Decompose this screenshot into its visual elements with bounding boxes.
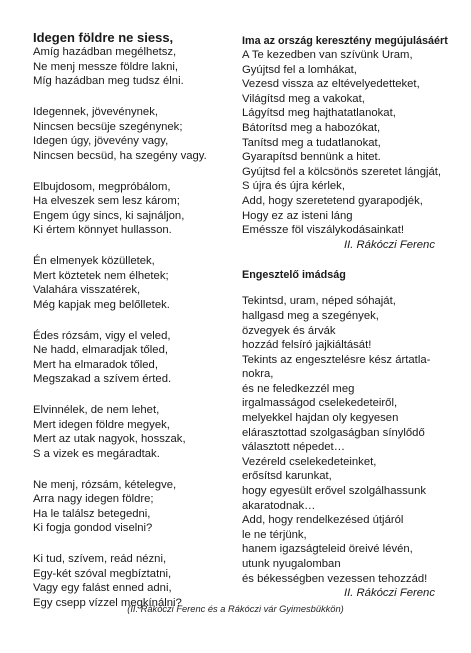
poem-line: Gyarapítsd bennünk a hitet. — [242, 151, 381, 164]
poem-line: Valahára visszatérek, — [33, 284, 141, 296]
poem-line: Ki tud, szívem, reád nézni, — [33, 553, 167, 565]
poem-line: Nincsen becsüd, ha szegény vagy. — [33, 149, 207, 162]
poem-line: hanem igazságteleid öreivé lévén, — [242, 543, 413, 556]
left-poem-title: Idegen földre ne siess, — [33, 30, 174, 45]
poem-line: S a vizek es megáradtak. — [33, 447, 160, 460]
stanza-3 — [33, 180, 233, 238]
footer-caption: (II. Rákóczi Ferenc és a Rákóczi vár Gyimesbükkön) — [127, 604, 344, 614]
poem-line: Ha elveszek sem lesz károm; — [33, 195, 180, 207]
poem-line: Lágyítsd meg hajthatatlanokat, — [242, 107, 396, 120]
atonement-prayer-title: Engesztelő imádság — [242, 269, 346, 282]
poem-line: Egy-két szóval megbíztatni, — [33, 567, 172, 580]
poem-line: Amíg hazádban megélhetsz, — [33, 46, 177, 58]
poem-line: utunk nyugalomban — [242, 558, 341, 570]
poem-line: nokra, — [242, 368, 274, 381]
poem-line: Eméssze föl viszálykodásainkat! — [242, 224, 404, 237]
prayer-title: Ima az ország keresztény megújulásáért — [242, 35, 448, 47]
stanza-1 — [33, 30, 233, 89]
poem-line: Tanítsd meg a tudatlanokat, — [242, 136, 381, 149]
poem-line: Ne menj, rózsám, kételegve, — [33, 478, 177, 491]
poem-line: Ha le találsz betegedni, — [33, 507, 151, 520]
spacer — [242, 252, 457, 268]
poem-line: Idegennek, jövevénynek, — [33, 106, 158, 118]
poem-line: Tekintsd, uram, néped sóhaját, — [242, 295, 396, 308]
poem-line: Én elmenyek közülletek, — [33, 255, 155, 267]
stanza-8 — [33, 552, 233, 610]
poem-line: Vezéreld cselekedeteinket, — [242, 455, 377, 468]
poem-line: hozzád felsíró jajkiáltását! — [242, 339, 372, 352]
poem-line: A Te kezedben van szívünk Uram, — [242, 49, 413, 61]
poem-line: Elbujdosom, megpróbálom, — [33, 180, 171, 193]
poem-line: Gyújtsd fel a lomhákat, — [242, 63, 357, 76]
poem-line: Ki fogja gondod viselni? — [33, 522, 153, 534]
poem-line: Hogy ez az isteni láng — [242, 209, 353, 222]
poem-line: Elvinnélek, de nem lehet, — [33, 404, 160, 416]
stanza-4 — [33, 254, 233, 312]
atonement-prayer-lines — [242, 294, 457, 586]
poem-line: elárasztottad szolgaságban sínylődő — [242, 426, 425, 439]
poem-line: Gyújtsd fel a kölcsönös szeretet lángját, — [242, 165, 442, 178]
stanza-5 — [33, 329, 233, 387]
poem-line: le ne térjünk, — [242, 528, 307, 541]
poem-line: választott népedet… — [242, 441, 345, 454]
poem-line: erősítsd karunkat, — [242, 470, 332, 483]
poem-line: Mert ha elmaradok tőled, — [33, 358, 158, 371]
poem-line: és ne feledkezzél meg — [242, 382, 355, 395]
poem-line: Add, hogy szeretetend gyarapodjék, — [242, 194, 423, 207]
poem-line: Bátorítsd meg a habozókat, — [242, 121, 381, 134]
poem-line: S újra és újra kérlek, — [242, 180, 345, 193]
left-column — [33, 30, 233, 627]
poem-line: Mert köztetek nem élhetek; — [33, 269, 169, 282]
poem-line: Világítsd meg a vakokat, — [242, 92, 365, 105]
prayer-lines — [242, 48, 457, 238]
poem-line: Idegen úgy, jövevény vagy, — [33, 135, 169, 147]
poem-line: hallgasd meg a szegények, — [242, 309, 379, 322]
poem-line: Egy csepp vízzel megkínálni? — [33, 596, 182, 609]
poem-line: Nincsen becsüje szegénynek; — [33, 120, 183, 133]
poem-line: Vagy egy falást enned adni, — [33, 582, 172, 594]
poem-line: Ki értem könnyet hullasson. — [33, 224, 172, 236]
poem-line: Arra nagy idegen földre; — [33, 493, 154, 505]
poem-line: Míg hazádban meg tudsz élni. — [33, 75, 184, 87]
poem-line: Édes rózsám, vigy el veled, — [33, 329, 171, 342]
poem-line: hogy egyesült erővel szolgálhassunk — [242, 485, 426, 498]
poem-line: Vezesd vissza az eltévelyedetteket, — [242, 78, 420, 91]
poem-line: Ne hadd, elmaradjak tőled, — [33, 344, 169, 356]
poem-line: akaratodnak… — [242, 499, 316, 512]
poem-line: Add, hogy rendelkezésed útjáról — [242, 514, 404, 527]
poem-line: özvegyek és árvák — [242, 324, 336, 337]
right-column — [242, 34, 457, 601]
poem-line: Tekints az engesztelésre kész ártatla- — [242, 353, 431, 366]
poem-line: Ne menj messze földre lakni, — [33, 60, 179, 73]
poem-line: Mert az utak nagyok, hosszak, — [33, 433, 186, 445]
poem-line: Engem úgy sincs, ki sajnáljon, — [33, 209, 185, 222]
poem-line: Megszakad a szívem érted. — [33, 373, 172, 385]
atonement-signature: II. Rákóczi Ferenc — [343, 587, 435, 600]
stanza-6 — [33, 403, 233, 461]
poem-line: irgalmasságod cselekedeteiről, — [242, 397, 398, 410]
stanza-7 — [33, 478, 233, 536]
prayer-signature: II. Rákóczi Ferenc — [343, 238, 435, 251]
poem-line: Mert idegen földre megyek, — [33, 418, 170, 431]
spacer — [242, 282, 457, 294]
poem-line: melyekkel hajdan oly kegyesen — [242, 412, 399, 425]
stanza-2 — [33, 105, 233, 163]
poem-line: és békességben vezessen tehozzád! — [242, 572, 428, 585]
poem-line: Még kapjak meg belőlletek. — [33, 298, 170, 311]
